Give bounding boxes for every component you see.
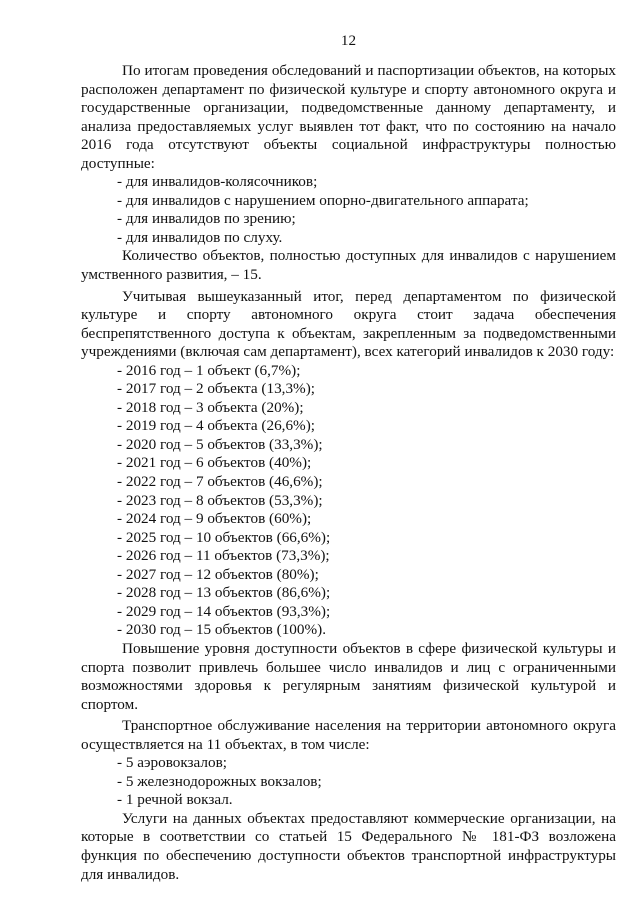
list-item: - 2019 год – 4 объекта (26,6%); [117, 417, 315, 435]
list-item: - 2018 год – 3 объекта (20%); [117, 398, 304, 416]
list-item: - 2023 год – 8 объектов (53,3%); [117, 491, 323, 509]
list-item: - 2021 год – 6 объектов (40%); [117, 454, 312, 472]
list-item: - для инвалидов по зрению; [117, 210, 296, 228]
transport-list [81, 754, 616, 810]
list-item: - 5 железнодорожных вокзалов; [117, 772, 322, 790]
list-item: - 2024 год – 9 объектов (60%); [117, 510, 312, 528]
paragraph-commercial-services: Услуги на данных объектах предоставляют коммерческие организации, на которые в соответствии со статьей 15 Федерального № 181-ФЗ возложена функция по обеспечению доступности объектов транспортной инфраструктуры для инвалидов. [81, 809, 616, 883]
paragraph-accessibility-benefit: Повышение уровня доступности объектов в сфере физической культуры и спорта позволит привлечь большее число инвалидов и лиц с ограниченными возможностями здоровья к регулярным занятиям физической культурой и спортом. [81, 639, 616, 713]
page-number: 12 [340, 32, 357, 49]
document-page [81, 30, 616, 884]
list-item: - 5 аэровокзалов; [117, 754, 227, 772]
list-item: - 2022 год – 7 объектов (46,6%); [117, 473, 323, 491]
list-item: - 2027 год – 12 объектов (80%); [117, 565, 319, 583]
list-item: - 2017 год – 2 объекта (13,3%); [117, 380, 315, 398]
list-item: - для инвалидов с нарушением опорно-двигательного аппарата; [117, 191, 529, 209]
list-item: - 2030 год – 15 объектов (100%). [117, 621, 326, 639]
list-item: - 2026 год – 11 объектов (73,3%); [117, 547, 330, 565]
paragraph-task: Учитывая вышеуказанный итог, перед департаментом по физической культуре и спорту автономного округа стоит задача обеспечения беспрепятственного доступа к объектам, закрепленным за подведомственными учреждениями (включая сам департамент), всех категорий инвалидов к 2030 году: [81, 287, 616, 361]
list-item: - для инвалидов-колясочников; [117, 173, 318, 191]
disability-list [81, 173, 616, 247]
list-item: - 2029 год – 14 объектов (93,3%); [117, 602, 331, 620]
paragraph-survey-results: По итогам проведения обследований и паспортизации объектов, на которых расположен департамент по физической культуре и спорту автономного округа и государственные организации, подведомственные данному департаменту, и анализа предоставляемых услуг выявлен тот факт, что по состоянию на начало 2016 года отсутствуют объекты социальной инфраструктуры полностью доступные: [81, 62, 616, 172]
list-item: - 2016 год – 1 объект (6,7%); [117, 361, 301, 379]
paragraph-transport: Транспортное обслуживание населения на территории автономного округа осуществляется на 11 объектах, в том числе: [81, 717, 616, 753]
list-item: - 2028 год – 13 объектов (86,6%); [117, 584, 331, 602]
list-item: - 2020 год – 5 объектов (33,3%); [117, 435, 323, 453]
paragraph-mental-disability: Количество объектов, полностью доступных для инвалидов с нарушением умственного развития, – 15. [81, 247, 616, 284]
list-item: - 1 речной вокзал. [117, 791, 233, 809]
list-item: - для инвалидов по слуху. [117, 228, 283, 246]
list-item: - 2025 год – 10 объектов (66,6%); [117, 528, 331, 546]
year-plan-list [81, 362, 616, 640]
